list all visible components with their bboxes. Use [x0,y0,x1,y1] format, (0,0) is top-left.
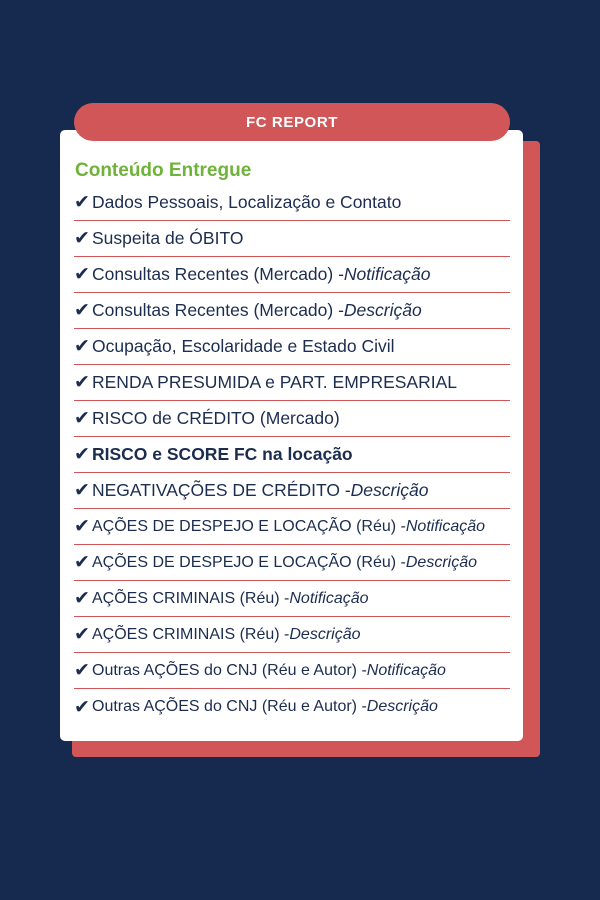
checkmark-icon: ✔ [74,624,90,645]
item-text: RENDA PRESUMIDA e PART. EMPRESARIAL [92,372,458,392]
delivered-content-list [74,185,510,725]
report-title: FC REPORT [245,113,339,131]
checkmark-icon: ✔ [74,336,90,357]
item-text: Consultas Recentes (Mercado) - [92,264,344,284]
item-suffix: Notificação [405,517,486,535]
item-text: Outras AÇÕES do CNJ (Réu e Autor) - [92,661,367,679]
item-suffix: Descrição [405,553,477,571]
checkmark-icon: ✔ [74,480,90,501]
list-item [74,509,510,545]
item-text: Ocupação, Escolaridade e Estado Civil [92,336,395,356]
list-item [74,401,510,437]
list-item [74,689,510,725]
item-text: Consultas Recentes (Mercado) - [92,300,344,320]
item-suffix: Notificação [366,661,446,679]
checkmark-icon: ✔ [74,228,90,249]
item-text: AÇÕES DE DESPEJO E LOCAÇÃO (Réu) - [92,517,406,535]
item-suffix: Descrição [289,625,361,643]
checkmark-icon: ✔ [74,300,90,321]
list-item [74,329,510,365]
checkmark-icon: ✔ [74,588,90,609]
item-text: RISCO de CRÉDITO (Mercado) [92,408,340,428]
item-suffix: Descrição [343,300,422,320]
item-text: AÇÕES CRIMINAIS (Réu) - [92,589,290,607]
list-item [74,473,510,509]
list-item [74,221,510,257]
checkmark-icon: ✔ [74,372,90,393]
checkmark-icon: ✔ [74,264,90,285]
item-text: AÇÕES CRIMINAIS (Réu) - [92,625,290,643]
list-item [74,545,510,581]
list-item [74,617,510,653]
item-text: Outras AÇÕES do CNJ (Réu e Autor) - [92,698,367,715]
item-suffix: Descrição [350,480,429,500]
item-suffix: Notificação [289,589,369,607]
checkmark-icon: ✔ [74,696,90,718]
list-item [74,365,510,401]
list-item [74,257,510,293]
item-text: RISCO e SCORE FC na locação [92,444,353,464]
section-title: Conteúdo Entregue [75,160,252,181]
checkmark-icon: ✔ [74,516,90,537]
list-item [74,437,510,473]
item-text: Dados Pessoais, Localização e Contato [92,192,402,212]
list-item [74,581,510,617]
list-item [74,293,510,329]
item-text: NEGATIVAÇÕES DE CRÉDITO - [92,480,351,500]
item-text: AÇÕES DE DESPEJO E LOCAÇÃO (Réu) - [92,553,406,571]
list-item [74,653,510,689]
item-text: Suspeita de ÓBITO [92,228,244,248]
checkmark-icon: ✔ [74,660,90,681]
checkmark-icon: ✔ [74,408,90,429]
report-title-banner [74,103,510,141]
checkmark-icon: ✔ [74,552,90,573]
item-suffix: Descrição [366,698,438,715]
checkmark-icon: ✔ [74,444,90,465]
item-suffix: Notificação [343,264,431,284]
list-item [74,185,510,221]
checkmark-icon: ✔ [74,192,90,213]
